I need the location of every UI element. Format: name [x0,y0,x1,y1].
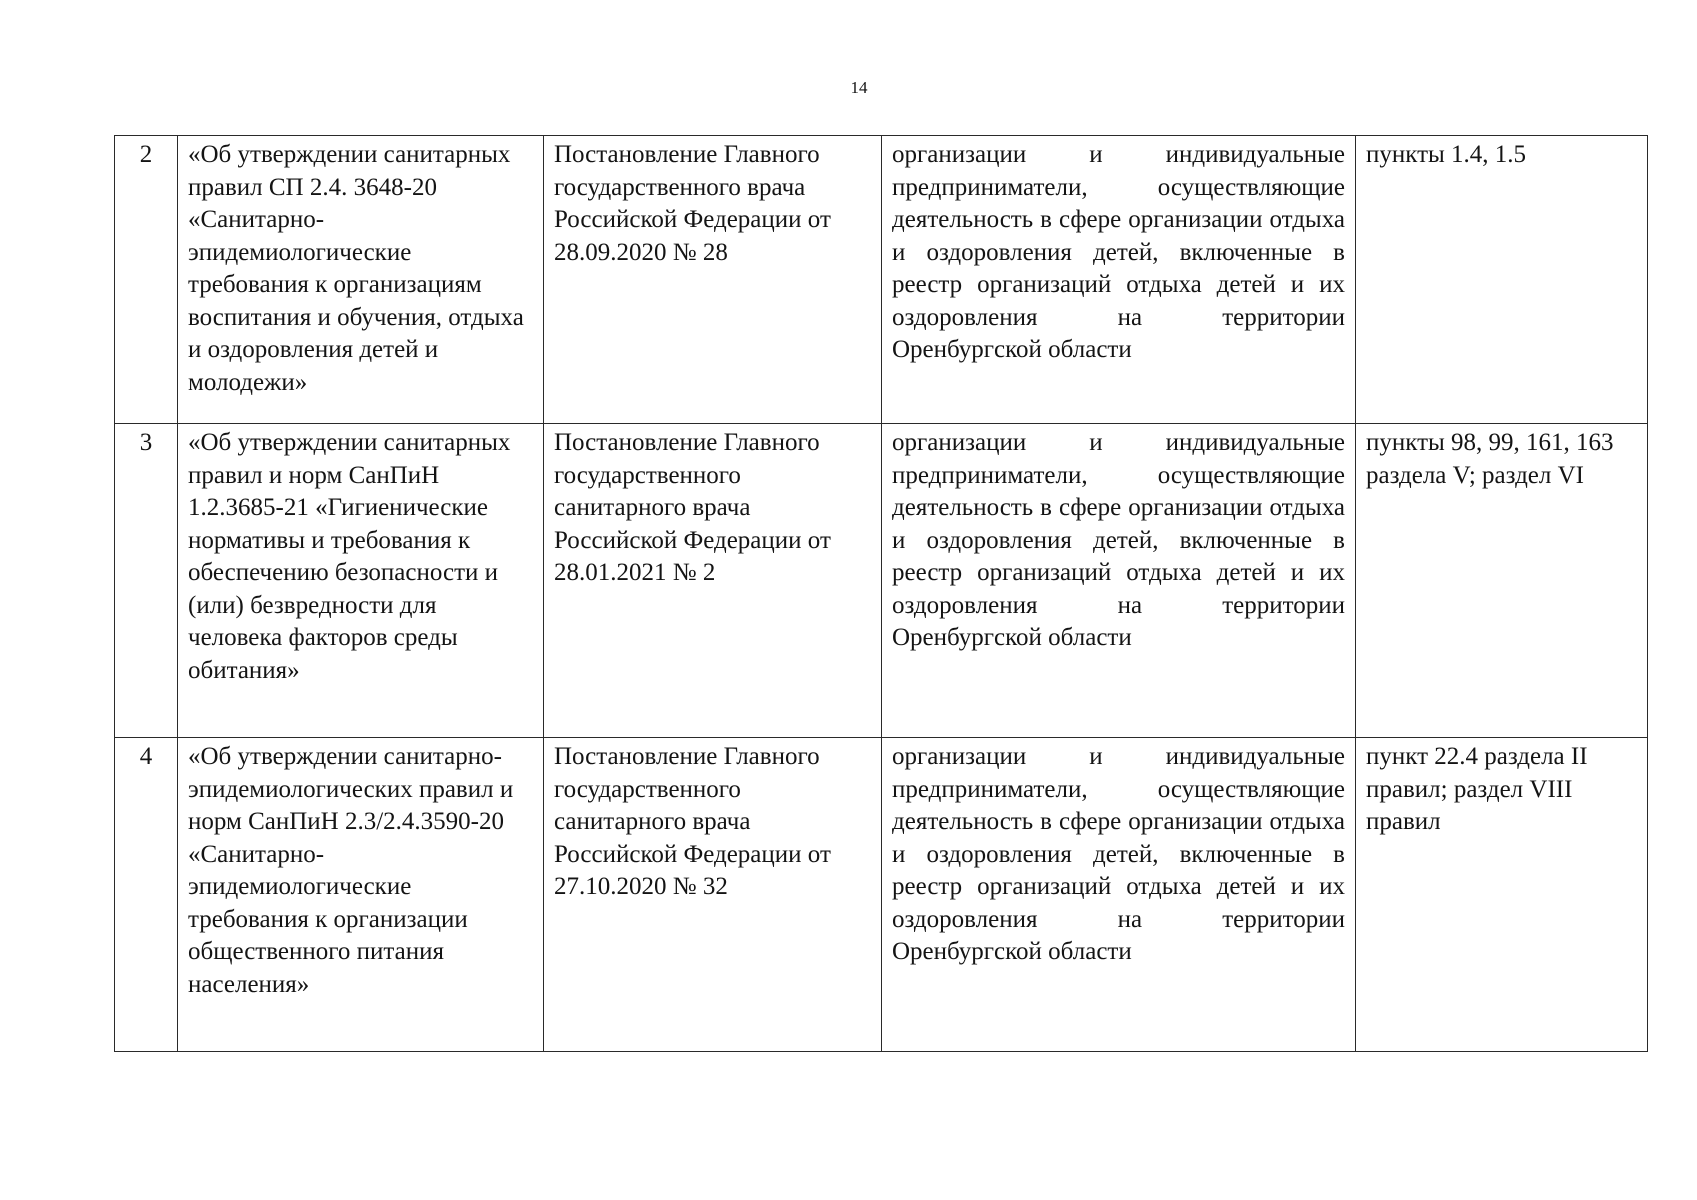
act-details: Постановление Главного государственного санитарного врача Российской Федерации от 28.01.2021 № 2 [544,424,882,738]
row-number: 4 [115,738,178,1052]
table-row [115,738,1648,1052]
page-number: 14 [850,78,868,97]
act-title: «Об утверждении санитарных правил СП 2.4. 3648-20 «Санитарно-эпидемиологические требования к организациям воспитания и обучения, отдыха и оздоровления детей и молодежи» [178,136,544,424]
act-title: «Об утверждении санитарных правил и норм СанПиН 1.2.3685-21 «Гигиенические нормативы и требования к обеспечению безопасности и (или) безвредности для человека факторов среды обитания» [178,424,544,738]
row-number: 3 [115,424,178,738]
applicable-provisions: пункты 98, 99, 161, 163 раздела V; раздел VI [1356,424,1648,738]
regulations-table [114,135,1648,1052]
table-row [115,136,1648,424]
act-details: Постановление Главного государственного санитарного врача Российской Федерации от 27.10.2020 № 32 [544,738,882,1052]
applicable-provisions: пункт 22.4 раздела II правил; раздел VIII правил [1356,738,1648,1052]
act-details: Постановление Главного государственного врача Российской Федерации от 28.09.2020 № 28 [544,136,882,424]
regulated-subjects: организации и индивидуальные предприниматели, осуществляющие деятельность в сфере организации отдыха и оздоровления детей, включенные в реестр организаций отдыха детей и их оздоровления на территории Оренбургской области [882,136,1356,424]
row-number: 2 [115,136,178,424]
applicable-provisions: пункты 1.4, 1.5 [1356,136,1648,424]
table-row [115,424,1648,738]
regulated-subjects: организации и индивидуальные предприниматели, осуществляющие деятельность в сфере организации отдыха и оздоровления детей, включенные в реестр организаций отдыха детей и их оздоровления на территории Оренбургской области [882,424,1356,738]
regulated-subjects: организации и индивидуальные предприниматели, осуществляющие деятельность в сфере организации отдыха и оздоровления детей, включенные в реестр организаций отдыха детей и их оздоровления на территории Оренбургской области [882,738,1356,1052]
act-title: «Об утверждении санитарно-эпидемиологических правил и норм СанПиН 2.3/2.4.3590-20 «Санитарно-эпидемиологические требования к организации общественного питания населения» [178,738,544,1052]
